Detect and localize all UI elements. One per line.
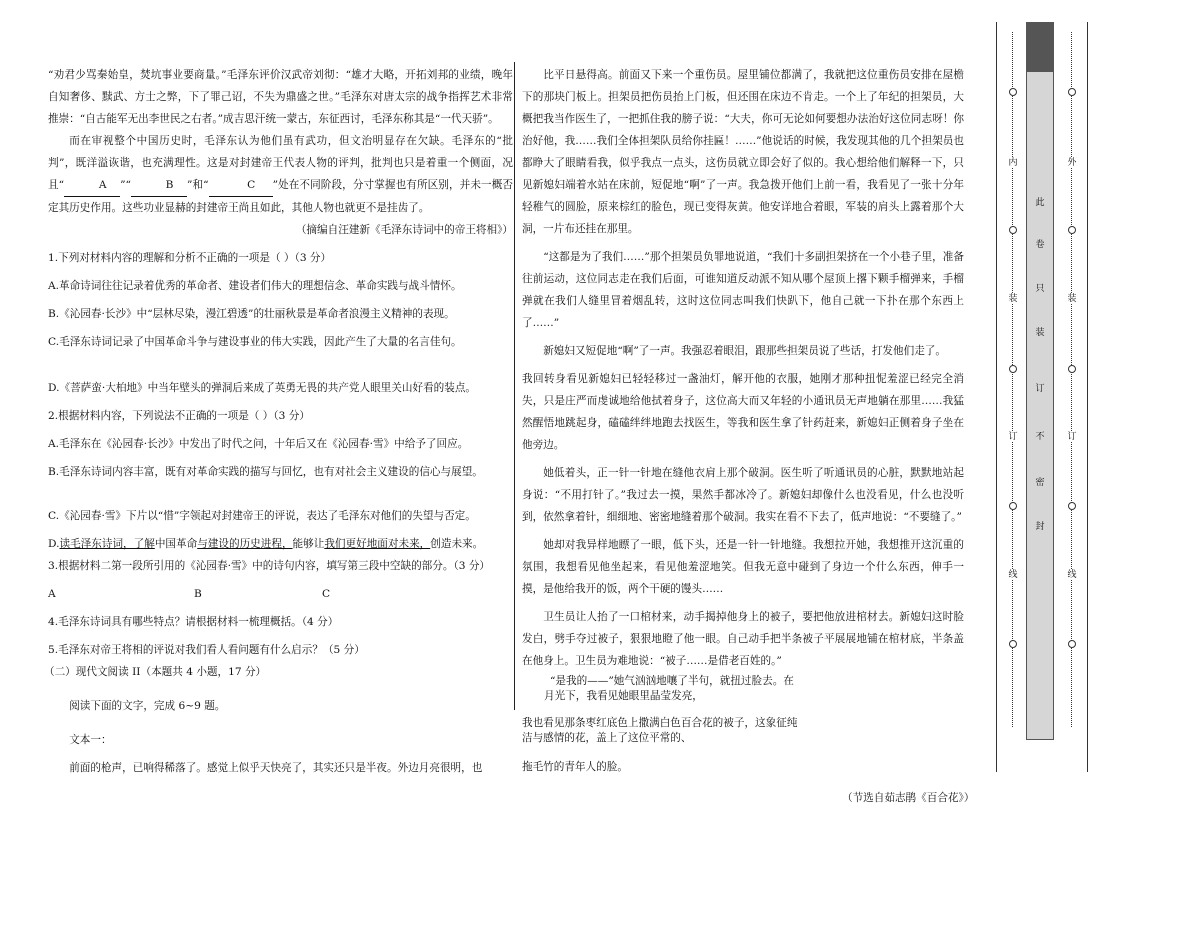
story-source: （节选自茹志鹃《百合花》） [842,792,975,804]
blank-c: C [209,174,273,197]
notice-char: 卷 [1035,240,1045,250]
middle-column [522,64,964,775]
question-5: 5.毛泽东对帝王将相的评说对我们看人看问题有什么启示？（5 分） [48,644,365,656]
paragraph-2-part-b: ”“ [120,179,131,191]
q3-label-b: B [194,588,202,600]
circle-marker [1068,502,1076,510]
circle-marker [1009,640,1017,648]
story-paragraph-2: “这都是为了我们……”那个担架员负罪地说道，“我们十多副担架挤在一个小巷子里，准备往前运动，这位同志走在我们后面，可谁知道反动派不知从哪个屋顶上撂下颗手榴弹来，手榴弹就在我们人缝里冒着烟乱转，这时这位同志叫我们快趴下，他自己就一下扑在那个东西上了……” [522,251,964,329]
q3-label-c: C [322,588,331,600]
circle-marker [1009,88,1017,96]
story-line-10: 我也看见那条枣红底色上撒满白色百合花的被子，这象征纯 [522,717,798,729]
story-paragraph-7: 卫生员让人抬了一口棺材来，动手揭掉他身上的被子，要把他放进棺材去。新媳妇这时脸发白，劈手夺过被子，狠狠地瞪了他一眼。自己动手把半条被子平展展地铺在棺材底，半条盖在他身上。卫生员为难地说：“被子……是借老百姓的。” [522,611,964,667]
outer-label-char: 装 [1067,294,1077,304]
q3-label-a: A [48,588,56,600]
section-2-heading: （二）现代文阅读 II（本题共 4 小题，17 分） [44,666,267,678]
story-paragraph-6: 她却对我异样地瞟了一眼，低下头，还是一针一针地缝。我想拉开她，我想推开这沉重的氛围，我想看见他坐起来，看见他羞涩地笑。但我无意中碰到了身边一个什么东西，伸手一摸，是他给我开的饭，两个干硬的馒头…… [522,539,964,595]
circle-marker [1009,226,1017,234]
outer-dotted-line [1071,32,1072,727]
circle-marker [1068,365,1076,373]
question-1: 1.下列对材料内容的理解和分析不正确的一项是（ ）（3 分） [48,252,332,264]
story-paragraph-4: 我回转身看见新媳妇已轻轻移过一盏油灯，解开他的衣服，她刚才那种扭怩羞涩已经完全消失，只是庄严而虔诚地给他拭着身子，这位高大而又年轻的小通讯员无声地躺在那里……我猛然醒悟地跳起身，磕磕绊绊地跑去找医生，等我和医生拿了针药赶来，新媳妇正侧着身子坐在他旁边。 [522,373,964,451]
inner-label-char: 线 [1008,570,1018,580]
outer-label-char: 线 [1067,570,1077,580]
notice-char: 此 [1035,198,1045,208]
outer-label-char: 外 [1067,158,1077,168]
notice-char: 密 [1035,478,1045,488]
inner-dotted-line [1012,32,1013,727]
circle-marker [1068,640,1076,648]
question-1-option-b: B.《沁园春·长沙》中“层林尽染，漫江碧透”的壮丽秋景是革命者浪漫主义精神的表现。 [48,308,455,320]
text-1-label: 文本一： [69,734,112,746]
circle-marker [1068,88,1076,96]
notice-char: 封 [1035,522,1045,532]
notice-char: 只 [1035,284,1045,294]
question-1-option-c: C.毛泽东诗词记录了中国革命斗争与建设事业的伟大实践，因此产生了大量的名言佳句。 [48,336,462,348]
story-paragraph-5: 她低着头，正一针一针地在缝他衣肩上那个破洞。医生听了听通讯员的心脏，默默地站起身说：“不用打针了。”我过去一摸，果然手都冰冷了。新媳妇却像什么也没看见，什么也没听到，依然拿着针，细细地、密密地缝着那个破洞。我实在看不下去了，低声地说：“不要缝了。” [522,467,964,523]
paragraph-2 [48,130,513,219]
notice-char: 订 [1035,384,1045,394]
notice-char: 不 [1035,432,1045,442]
left-column [44,64,513,779]
inner-label-char: 订 [1008,432,1018,442]
source-citation: （摘编自汪建新《毛泽东诗词中的帝王将相》） [295,224,513,236]
question-2-option-d: D.读毛泽东诗词，了解中国革命与建设的历史进程，能够让我们更好地面对未来，创造未来。 [48,538,484,550]
story-paragraph-1: 比平日悬得高。前面又下来一个重伤员。屋里铺位都满了，我就把这位重伤员安排在屋檐下的那块门板上。担架员把伤员抬上门板，但还围在床边不肯走。一个上了年纪的担架员，大概把我当作医生了，一把抓住我的膀子说：“大夫，你可无论如何要想办法治好这位同志呀！你治好他，我……我们全体担架队员给你挂匾！……”他说话的时候，我发现其他的几个担架员也都睁大了眼睛看我，似乎我点一点头，这伤员就立即会好了似的。我心想给他们解释一下，只见新媳妇端着水站在床前，短促地“啊”了一声。我急拨开他们上前一看，我看见了一张十分年轻稚气的圆脸，原来棕红的脸色，现已变得灰黄。他安详地合着眼，军装的肩头上露着那个大洞，一片布还挂在那里。 [522,69,964,235]
notice-bar-header [1026,22,1054,72]
circle-marker [1009,365,1017,373]
paragraph-2-part-d: ”处在不同阶段，分寸掌握也有所区别，并未一概否定其历史作用。这些功业显赫的封建帝王尚且如此，其他人物也就更不是挂齿了。 [48,179,513,214]
question-4: 4.毛泽东诗词具有哪些特点？请根据材料一梳理概括。（4 分） [48,616,339,628]
paragraph-2-part-a: 而在审视整个中国历史时，毛泽东认为他们虽有武功，但文治明显存在欠缺。毛泽东的“批判”，既洋溢诙谐，也充满理性。这是对封建帝王代表人物的评判，批判也只是着重一个侧面，况且“ [48,135,513,191]
story-line-12: 拖毛竹的青年人的脸。 [522,761,628,773]
question-3-labels [48,583,513,605]
story-line-9: 月光下，我看见她眼里晶莹发亮， [544,690,703,702]
question-2-option-a: A.毛泽东在《沁园春·长沙》中发出了时代之问，十年后又在《沁园春·雪》中给予了回应。 [48,438,469,450]
story-line-11: 洁与感情的花，盖上了这位平常的、 [522,732,692,744]
question-2-option-b: B.毛泽东诗词内容丰富，既有对革命实践的描写与回忆，也有对社会主义建设的信心与展望。 [48,466,483,478]
question-3: 3.根据材料二第一段所引用的《沁园春·雪》中的诗句内容，填写第三段中空缺的部分。（3 分） [48,560,491,572]
inner-label-char: 装 [1008,294,1018,304]
binding-line-right [1087,22,1088,772]
blank-a: A [64,174,120,197]
circle-marker [1009,502,1017,510]
paragraph-2-part-c: ”和“ [186,179,209,191]
question-1-option-a: A.革命诗词往往记录着优秀的革命者、建设者们伟大的理想信念、革命实践与战斗情怀。 [48,280,462,292]
column-divider [514,62,515,710]
outer-label-char: 订 [1067,432,1077,442]
paragraph-1: “劝君少骂秦始皇，焚坑事业要商量。”毛泽东评价汉武帝刘彻：“雄才大略，开拓刘邦的业绩，晚年自知奢侈、黩武、方士之弊，下了罪己诏，不失为鼎盛之世。”毛泽东对唐太宗的战争指挥艺术非常推崇：“自古能军无出李世民之右者。”成吉思汗统一蒙古，东征西讨，毛泽东称其是“一代天骄”。 [48,69,513,125]
question-1-option-d: D.《菩萨蛮·大柏地》中当年壁头的弹洞后来成了英勇无畏的共产党人眼里关山好看的装点。 [48,382,477,394]
notice-char: 装 [1035,328,1045,338]
binding-line-left [996,22,997,772]
notice-bar [1026,22,1054,740]
circle-marker [1068,226,1076,234]
question-2-option-c: C.《沁园春·雪》下片以“惜”字领起对封建帝王的评说，表达了毛泽东对他们的失望与否定。 [48,510,476,522]
instruction: 阅读下面的文字，完成 6~9 题。 [69,700,226,712]
question-2: 2.根据材料内容，下列说法不正确的一项是（ ）（3 分） [48,410,310,422]
inner-label-char: 内 [1008,158,1018,168]
binding-margin [996,22,1088,772]
paragraph-last: 前面的枪声，已响得稀落了。感觉上似乎天快亮了，其实还只是半夜。外边月亮很明，也 [69,762,483,774]
story-line-8: “是我的——”她气汹汹地嚷了半句，就扭过脸去。在 [550,675,794,687]
blank-b: B [131,174,187,197]
story-paragraph-3: 新媳妇又短促地“啊”了一声。我强忍着眼泪，跟那些担架员说了些话，打发他们走了。 [543,345,946,357]
